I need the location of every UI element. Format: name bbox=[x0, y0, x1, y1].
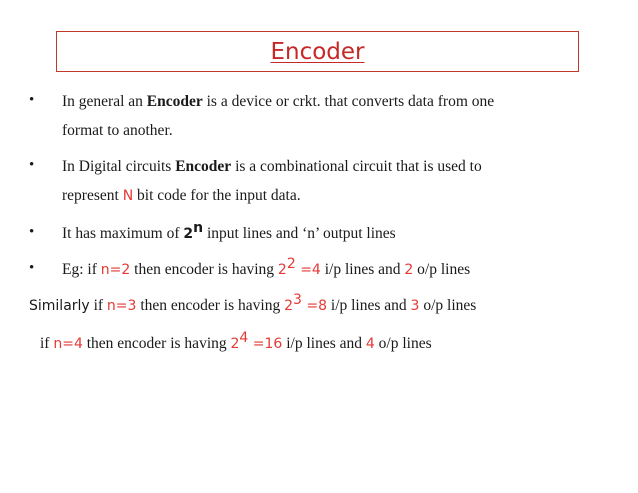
n-value: n=4 bbox=[53, 336, 83, 352]
example-line-n3 bbox=[29, 292, 477, 316]
bullet-3-text bbox=[62, 220, 396, 244]
power-result: =4 bbox=[295, 262, 321, 278]
bullet-2: • bbox=[29, 157, 35, 173]
text: then encoder is having bbox=[130, 261, 278, 278]
bullet-1-continuation: format to another. bbox=[62, 122, 173, 139]
n-value: n=3 bbox=[106, 298, 137, 314]
bullet-2-text bbox=[62, 157, 482, 177]
output-count: 2 bbox=[404, 262, 414, 278]
slide-title: Encoder bbox=[270, 38, 365, 65]
text: is a combinational circuit that is used to bbox=[231, 158, 482, 175]
text: o/p lines bbox=[374, 335, 432, 352]
text: is a device or crkt. that converts data from one bbox=[202, 93, 495, 110]
text: if bbox=[89, 297, 107, 314]
text: input lines and ‘n’ output lines bbox=[203, 225, 396, 242]
text: Eg: if bbox=[62, 261, 101, 278]
text: In Digital circuits bbox=[62, 158, 176, 175]
n-value: n=2 bbox=[100, 262, 131, 278]
text: i/p lines and bbox=[282, 335, 366, 352]
symbol-n: N bbox=[122, 188, 134, 204]
text: if bbox=[40, 335, 54, 352]
text: It has maximum of bbox=[62, 225, 184, 242]
power-exponent: 2 bbox=[286, 256, 296, 272]
text: In general an bbox=[62, 93, 147, 110]
bullet-3: • bbox=[29, 224, 35, 240]
output-count: 3 bbox=[410, 298, 420, 314]
power-base: 2 bbox=[277, 262, 287, 278]
power-base: 2 bbox=[183, 226, 194, 242]
keyword-encoder: Encoder bbox=[146, 93, 203, 110]
text: bit code for the input data. bbox=[133, 187, 301, 204]
text: i/p lines and bbox=[320, 261, 405, 278]
text: o/p lines bbox=[413, 261, 471, 278]
bullet-4-text bbox=[62, 256, 471, 280]
power-result: =8 bbox=[301, 298, 328, 314]
text: then encoder is having bbox=[82, 335, 231, 352]
text: represent bbox=[62, 187, 123, 204]
power-exponent: 3 bbox=[293, 292, 302, 308]
bullet-1: • bbox=[29, 92, 35, 108]
bullet-2-continuation bbox=[62, 186, 301, 206]
bullet-4: • bbox=[29, 260, 35, 276]
text: i/p lines and bbox=[327, 297, 411, 314]
text: then encoder is having bbox=[136, 297, 285, 314]
power-exponent: 4 bbox=[239, 330, 249, 346]
example-line-n4 bbox=[40, 330, 432, 354]
power-exponent: n bbox=[193, 220, 204, 236]
power-base: 2 bbox=[230, 336, 240, 352]
keyword-encoder: Encoder bbox=[175, 158, 232, 175]
text-similarly: Similarly bbox=[29, 298, 90, 314]
bullet-1-text bbox=[62, 92, 494, 112]
power-base: 2 bbox=[284, 298, 293, 314]
power-result: =16 bbox=[248, 336, 283, 352]
text: o/p lines bbox=[419, 297, 477, 314]
title-box bbox=[56, 31, 579, 72]
output-count: 4 bbox=[365, 336, 375, 352]
